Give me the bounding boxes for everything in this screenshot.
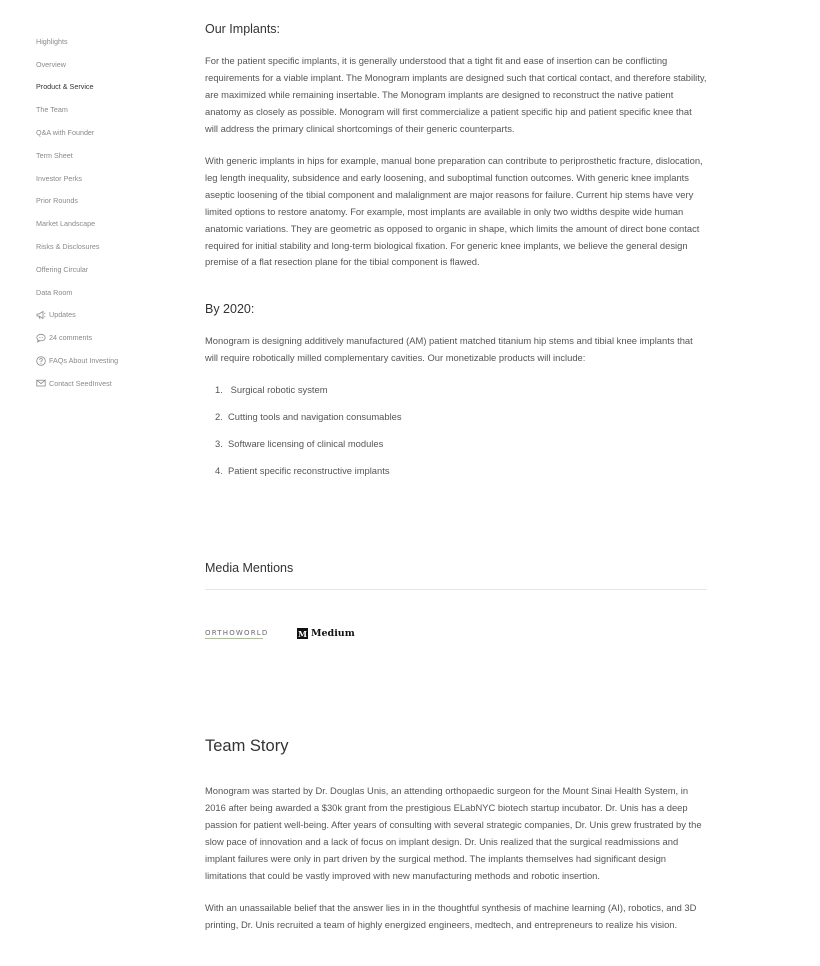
- list-item: [215, 465, 390, 476]
- list-text: Patient specific reconstructive implants: [228, 465, 390, 476]
- question-icon: [36, 356, 46, 366]
- sidebar-item-the-team[interactable]: The Team: [36, 105, 68, 115]
- medium-mark-icon: M: [298, 628, 307, 639]
- sidebar-item-risks-disclosures[interactable]: Risks & Disclosures: [36, 242, 100, 252]
- list-item: [215, 411, 402, 422]
- media-divider: [205, 589, 707, 590]
- sidebar-item-updates[interactable]: [36, 304, 176, 327]
- envelope-icon: [36, 378, 46, 388]
- orthoworld-logo-text: ORTHOWORLD: [205, 629, 269, 637]
- sidebar-nav: [36, 30, 176, 395]
- implants-paragraph-1: For the patient specific implants, it is generally understood that a tight fit and ease of insertion can be conflicting requirements for a viable implant. The Monogram implants are designed such that cortical contact, and therefore stability, are maximized while remaining insertable. The Monogram implants are designed to reconstruct the native patient anatomy as closely as possible. Monogram will first commercialize a patient specific hip and patient specific knee that will address the primary clinical shortcomings of their generic counterparts.: [205, 55, 707, 134]
- list-item: [215, 384, 328, 395]
- implants-paragraph-2: With generic implants in hips for example, manual bone preparation can contribute to periprosthetic fracture, dislocation, leg length inequality, subsidence and early loosening, and suboptimal function outcomes. With generic knee implants aseptic loosening of the tibial component and malalignment are major reasons for failure. Current hip stems have very limited options to restore anatomy. For example, most implants are available in only two widths despite wide human anatomic variations. They are geometric as opposed to organic in shape, which limits the amount of direct bone contact required for initial stability and long-term biological fixation. For generic knee implants, we believe the general design premise of a flat resection plane for the tibial component is flawed.: [205, 155, 703, 268]
- list-number: 1.: [215, 384, 223, 395]
- medium-logo-text: Medium: [311, 628, 355, 639]
- sidebar-item-investor-perks[interactable]: Investor Perks: [36, 173, 82, 183]
- sidebar-item-comments[interactable]: [36, 326, 176, 349]
- sidebar-item-contact[interactable]: [36, 372, 176, 395]
- faqs-label: FAQs About Investing: [49, 356, 119, 366]
- by-2020-heading: By 2020:: [205, 302, 255, 316]
- sidebar-item-data-room[interactable]: Data Room: [36, 287, 73, 297]
- list-text: Surgical robotic system: [228, 384, 328, 395]
- sidebar-item-prior-rounds[interactable]: Prior Rounds: [36, 196, 78, 206]
- sidebar-item-highlights[interactable]: Highlights: [36, 36, 68, 46]
- sidebar-item-market-landscape[interactable]: Market Landscape: [36, 219, 96, 229]
- orthoworld-logo[interactable]: [205, 629, 269, 639]
- comments-label: 24 comments: [49, 333, 93, 343]
- team-story-paragraph-2: With an unassailable belief that the answer lies in in the thoughtful synthesis of machine learning (AI), robotics, and 3D printing, Dr. Unis recruited a team of highly energized engineers, medtech, and entrepreneurs to realize his vision.: [205, 902, 697, 930]
- list-number: 4.: [215, 465, 223, 476]
- by-2020-paragraph: Monogram is designing additively manufactured (AM) patient matched titanium hip stems and tibial knee implants that will require robotically milled complementary cavities. Our monetizable products will include:: [205, 335, 693, 363]
- contact-label: Contact SeedInvest: [49, 378, 112, 388]
- sidebar-item-faqs[interactable]: [36, 349, 176, 372]
- sidebar-item-term-sheet[interactable]: Term Sheet: [36, 150, 73, 160]
- sidebar-item-offering-circular[interactable]: Offering Circular: [36, 264, 89, 274]
- megaphone-icon: [36, 310, 46, 320]
- orthoworld-logo-underline: [205, 638, 263, 639]
- sidebar-item-product-service[interactable]: Product & Service: [36, 82, 94, 92]
- team-story-heading: Team Story: [205, 737, 289, 755]
- list-text: Software licensing of clinical modules: [228, 438, 384, 449]
- updates-label: Updates: [49, 310, 76, 320]
- comment-icon: [36, 333, 46, 343]
- medium-logo[interactable]: [297, 628, 355, 639]
- list-item: [215, 438, 383, 449]
- sidebar-item-qa-founder[interactable]: Q&A with Founder: [36, 128, 95, 138]
- implants-heading: Our Implants:: [205, 22, 281, 36]
- list-number: 3.: [215, 438, 223, 449]
- sidebar-item-overview[interactable]: Overview: [36, 59, 66, 69]
- list-number: 2.: [215, 411, 223, 422]
- media-mentions-heading: Media Mentions: [205, 561, 294, 575]
- team-story-paragraph-1: Monogram was started by Dr. Douglas Unis, an attending orthopaedic surgeon for the Mount Sinai Health System, in 2016 after being awarded a $30k grant from the prestigious ELabNYC biotech startup incubator. Dr. Unis has a deep passion for patient well-being. After years of consulting with several strategic companies, Dr. Unis grew frustrated by the slow pace of innovation and a lack of focus on implant design. Dr. Unis realized that the surgical readmissions and implant failures were only in part driven by the surgical method. The implants themselves had significant design limitations that could be vastly improved with new manufacturing methods and robotic insertion.: [205, 785, 702, 881]
- list-text: Cutting tools and navigation consumables: [228, 411, 402, 422]
